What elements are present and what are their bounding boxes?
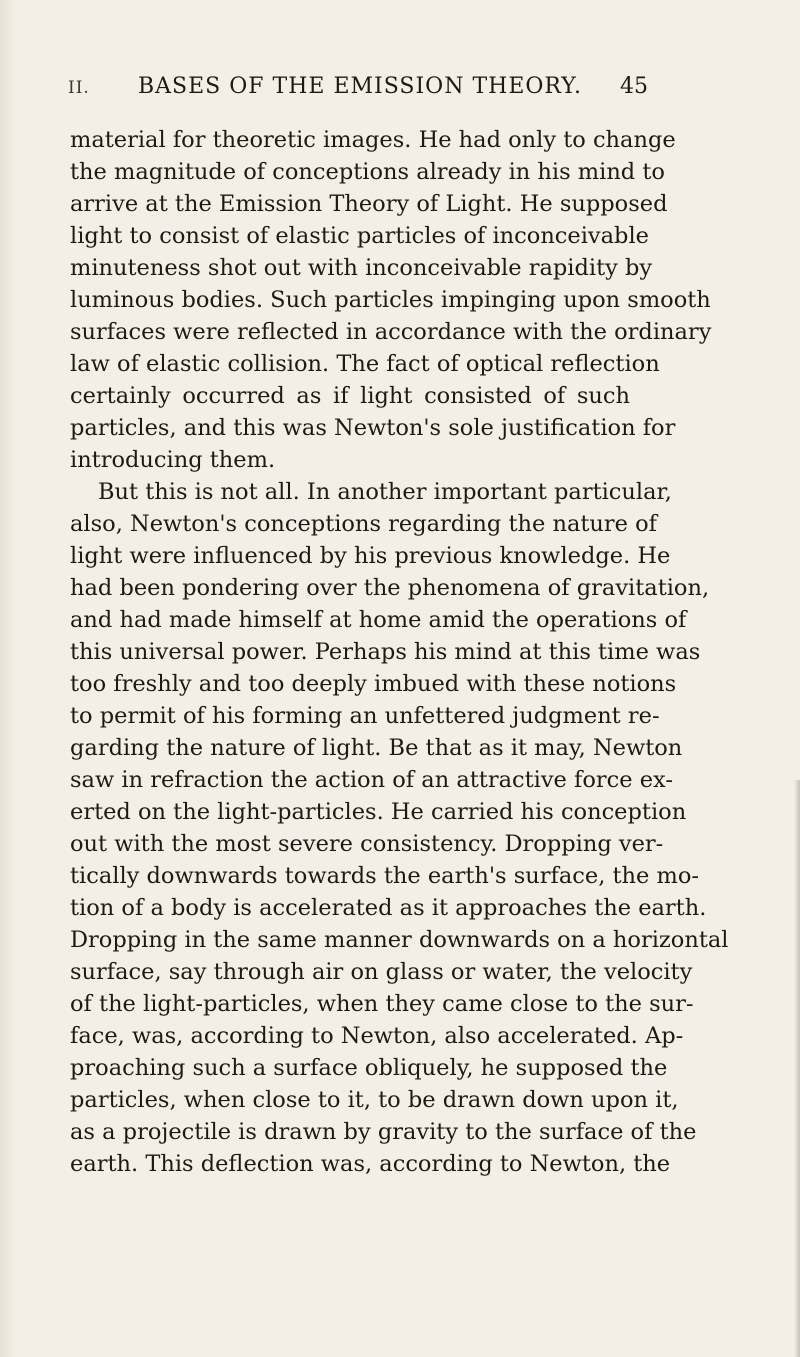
text-line: to permit of his forming an unfettered judgment re-	[70, 703, 660, 729]
text-line: out with the most severe consistency. Dropping ver-	[70, 831, 664, 857]
text-line: surface, say through air on glass or water, the velocity	[70, 959, 693, 985]
text-line: minuteness shot out with inconceivable rapidity by	[70, 255, 653, 281]
text-line: particles, and this was Newton's sole justification for	[70, 415, 676, 441]
text-line: proaching such a surface obliquely, he supposed the	[70, 1055, 668, 1081]
chapter-number: II.	[68, 78, 90, 98]
page-number: 45	[620, 74, 648, 99]
paragraph-start-line: But this is not all. In another important particular,	[98, 479, 672, 505]
text-line: garding the nature of light. Be that as it may, Newton	[70, 735, 683, 761]
text-line: introducing them.	[70, 447, 276, 473]
text-line: law of elastic collision. The fact of optical reflection	[70, 351, 660, 377]
text-line: this universal power. Perhaps his mind at this time was	[70, 639, 701, 665]
page-left-edge	[0, 0, 14, 1357]
text-line: certainly occurred as if light consisted of such	[70, 383, 630, 409]
text-line: face, was, according to Newton, also accelerated. Ap-	[70, 1023, 684, 1049]
text-line: material for theoretic images. He had only to change	[70, 127, 676, 153]
text-line: saw in refraction the action of an attractive force ex-	[70, 767, 673, 793]
running-title: BASES OF THE EMISSION THEORY.	[138, 74, 582, 99]
text-line: had been pondering over the phenomena of gravitation,	[70, 575, 710, 601]
text-line: particles, when close to it, to be drawn down upon it,	[70, 1087, 679, 1113]
text-line: tion of a body is accelerated as it approaches the earth.	[70, 895, 707, 921]
text-line: and had made himself at home amid the operations of	[70, 607, 687, 633]
text-line: Dropping in the same manner downwards on a horizontal	[70, 927, 729, 953]
text-line: light were influenced by his previous knowledge. He	[70, 543, 671, 569]
text-line: too freshly and too deeply imbued with these notions	[70, 671, 677, 697]
text-line: earth. This deflection was, according to Newton, the	[70, 1151, 671, 1177]
text-line: arrive at the Emission Theory of Light. He supposed	[70, 191, 668, 217]
text-line: surfaces were reflected in accordance with the ordinary	[70, 319, 712, 345]
text-line: tically downwards towards the earth's surface, the mo-	[70, 863, 700, 889]
text-line: light to consist of elastic particles of inconceivable	[70, 223, 649, 249]
text-line: the magnitude of conceptions already in his mind to	[70, 159, 665, 185]
running-head	[68, 74, 668, 104]
text-line: also, Newton's conceptions regarding the nature of	[70, 511, 657, 537]
body-text	[70, 124, 729, 1180]
page-right-edge	[794, 780, 800, 1357]
text-line: luminous bodies. Such particles impinging upon smooth	[70, 287, 711, 313]
text-line: as a projectile is drawn by gravity to the surface of the	[70, 1119, 697, 1145]
text-line: erted on the light-particles. He carried his conception	[70, 799, 687, 825]
text-line: of the light-particles, when they came close to the sur-	[70, 991, 694, 1017]
